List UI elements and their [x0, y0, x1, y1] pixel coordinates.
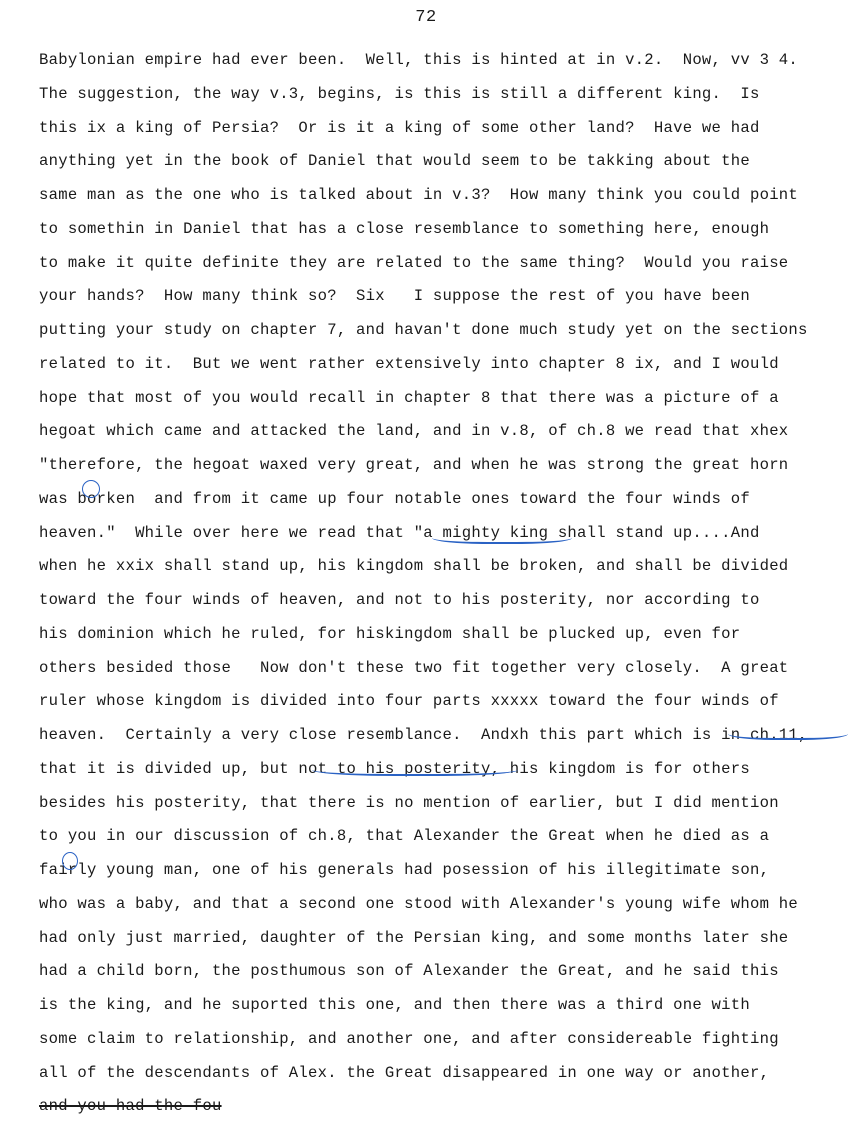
text-line: when he xxix shall stand up, his kingdom shall be broken, and shall be divided [39, 557, 789, 576]
text-line: this ix a king of Persia? Or is it a king of some other land? Have we had [39, 118, 760, 137]
text-line: "therefore, the hegoat waxed very great, and when he was strong the great horn [39, 456, 789, 474]
text-line: some claim to relationship, and another one, and after considereable fighting [39, 1029, 779, 1048]
text-line: heaven. Certainly a very close resemblance. Andxh this part which is in ch.11, [39, 726, 808, 744]
text-line: your hands? How many think so? Six I suppose the rest of you have been [39, 287, 750, 306]
text-line: his dominion which he ruled, for hiskingdom shall be plucked up, even for [39, 624, 741, 643]
text-line: hope that most of you would recall in chapter 8 that there was a picture of a [39, 388, 779, 407]
body-text [39, 44, 851, 1124]
text-line: all of the descendants of Alex. the Great disappeared in one way or another, [39, 1063, 770, 1082]
text-line: related to it. But we went rather extensively into chapter 8 ix, and I would [39, 354, 779, 373]
text-line: toward the four winds of heaven, and not to his posterity, nor according to [39, 591, 760, 609]
text-line: is the king, and he suported this one, and then there was a third one with [39, 996, 750, 1014]
text-line: who was a baby, and that a second one stood with Alexander's young wife whom he [39, 894, 799, 913]
text-line: to make it quite definite they are related to the same thing? Would you raise [39, 253, 789, 272]
text-line: The suggestion, the way v.3, begins, is this is still a different king. Is [39, 84, 760, 103]
text-line: fairly young man, one of his generals had posession of his illegitimate son, [39, 861, 770, 879]
pencil-circle-borken [82, 480, 100, 498]
text-line: was borken and from it came up four notable ones toward the four winds of [39, 489, 750, 508]
text-line: anything yet in the book of Daniel that would seem to be takking about the [39, 152, 750, 171]
text-line: to somethin in Daniel that has a close resemblance to something here, enough [39, 219, 770, 238]
text-line: to you in our discussion of ch.8, that Alexander the Great when he died as a [39, 827, 770, 846]
text-line: putting your study on chapter 7, and havan't done much study yet on the sections [39, 321, 808, 339]
text-line: same man as the one who is talked about in v.3? How many think you could point [39, 186, 799, 204]
text-line: had only just married, daughter of the Persian king, and some months later she [39, 928, 789, 947]
pencil-circle-fairly [62, 852, 78, 870]
text-line: Babylonian empire had ever been. Well, this is hinted at in v.2. Now, vv 3 4. [39, 51, 799, 69]
struck-out-line: and you had the fou [39, 1097, 222, 1116]
text-line: ruler whose kingdom is divided into four parts xxxxx toward the four winds of [39, 692, 779, 711]
text-line: others besided those Now don't these two fit together very closely. A great [39, 658, 789, 677]
text-line: heaven." While over here we read that "a mighty king shall stand up....And [39, 523, 760, 542]
page-number: 72 [415, 8, 437, 27]
text-line: that it is divided up, but not to his posterity, his kingdom is for others [39, 759, 750, 778]
text-line: hegoat which came and attacked the land, and in v.8, of ch.8 we read that xhex [39, 422, 789, 441]
text-line: besides his posterity, that there is no mention of earlier, but I did mention [39, 793, 779, 812]
text-line: had a child born, the posthumous son of Alexander the Great, and he said this [39, 962, 779, 981]
